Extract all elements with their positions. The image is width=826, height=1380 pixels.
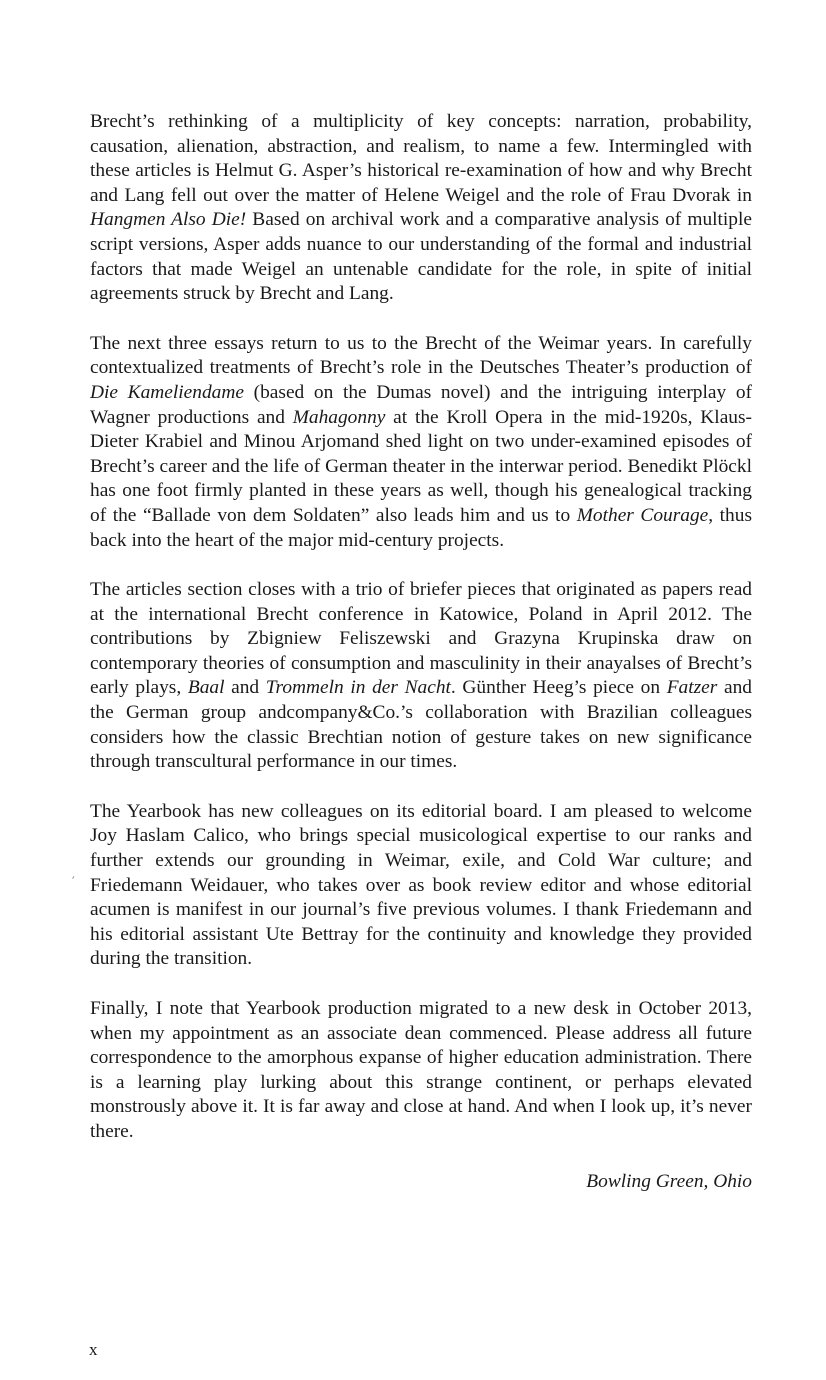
text-run: The next three essays return to us to the Brecht of the Weimar years. In carefully contextualized treatments of Brecht’s role in the Deutsches Theater’s production of bbox=[90, 332, 752, 379]
document-body bbox=[90, 110, 752, 1194]
text-run: . Günther Heeg’s piece on bbox=[450, 677, 667, 699]
italic-title: Mahagonny bbox=[292, 406, 386, 428]
text-run: (based on the Dumas novel) and the intriguing interplay of Wagner productions and bbox=[90, 381, 752, 428]
page-number: x bbox=[89, 1340, 98, 1359]
paragraph-4 bbox=[90, 800, 752, 972]
paragraph-3 bbox=[90, 578, 752, 775]
margin-mark: ′ bbox=[68, 873, 77, 888]
italic-title: Hangmen Also Die! bbox=[90, 209, 247, 231]
italic-title: Baal bbox=[187, 677, 225, 699]
text-run: , thus back into the heart of the major mid-century projects. bbox=[90, 504, 752, 551]
paragraph-5 bbox=[90, 997, 752, 1145]
text-run: The articles section closes with a trio of briefer pieces that originated as papers read at the international Brecht conference in Katowice, Poland in April 2012. The contributions by Zbigniew Feliszewski and Grazyna Krupinska draw on contemporary theories of consumption and masculinity in their anayalses of Brecht’s early plays, bbox=[90, 579, 752, 699]
italic-title: Fatzer bbox=[666, 677, 718, 699]
paragraph-1 bbox=[90, 110, 752, 307]
italic-title: Trommeln in der Nacht bbox=[265, 677, 451, 699]
text-run: at the Kroll Opera in the mid-1920s, Klaus-Dieter Krabiel and Minou Arjomand shed light on two under-examined episodes of Brecht’s career and the life of German theater in the interwar period. Benedikt Plöckl has one foot firmly planted in these years as well, though his genealogical tracking of the “Ballade von dem Soldaten” also leads him and us to bbox=[90, 406, 752, 526]
text-run: Brecht’s rethinking of a multiplicity of key concepts: narration, probability, causation, alienation, abstraction, and realism, to name a few. Intermingled with these articles is Helmut G. Asper’s historical re-examination of how and why Brecht and Lang fell out over the matter of Helene Weigel and the role of Frau Dvorak in bbox=[90, 111, 752, 206]
italic-title: Mother Courage bbox=[576, 504, 709, 526]
paragraph-2 bbox=[90, 332, 752, 553]
text-run: The Yearbook has new colleagues on its editorial board. I am pleased to welcome Joy Haslam Calico, who brings special musicological expertise to our ranks and further extends our grounding in Weimar, exile, and Cold War culture; and Friedemann Weidauer, who takes over as book review editor and whose editorial acumen is manifest in our journal’s five previous volumes. I thank Friedemann and his editorial assistant Ute Bettray for the continuity and knowledge they provided during the transition. bbox=[90, 800, 752, 970]
italic-title: Die Kameliendame bbox=[90, 381, 244, 403]
text-run: Finally, I note that Yearbook production migrated to a new desk in October 2013, when my appointment as an associate dean commenced. Please address all future correspondence to the amorphous expanse of higher education administration. There is a learning play lurking about this strange continent, or perhaps elevated monstrously above it. It is far away and close at hand. And when I look up, it’s never there. bbox=[90, 998, 752, 1142]
text-run: Based on archival work and a comparative analysis of multiple script versions, Asper adds nuance to our understanding of the formal and industrial factors that made Weigel an untenable candidate for the role, in spite of initial agreements struck by Brecht and Lang. bbox=[90, 209, 752, 305]
signoff-location: Bowling Green, Ohio bbox=[586, 1170, 752, 1192]
text-run: and the German group andcompany&Co.’s collaboration with Brazilian colleagues considers how the classic Brechtian notion of gesture takes on new significance through transcultural performance in our times. bbox=[90, 677, 752, 773]
text-run: and bbox=[224, 677, 266, 699]
